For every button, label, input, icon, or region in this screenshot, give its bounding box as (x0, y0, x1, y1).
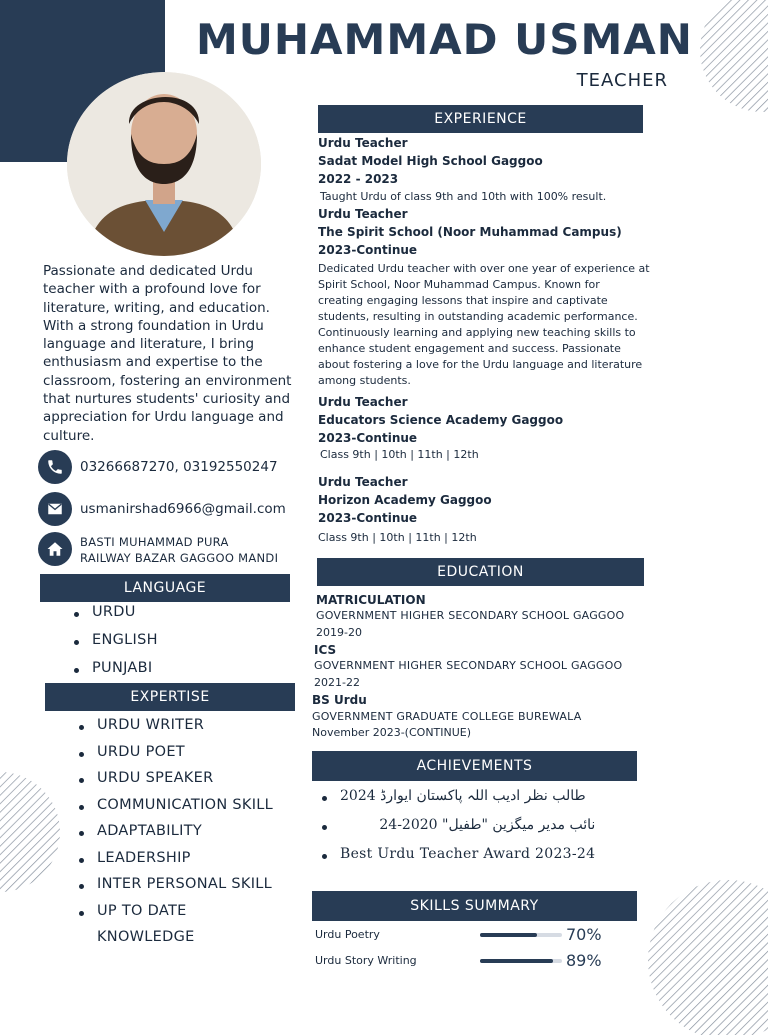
hatched-circle-top-right (690, 0, 768, 120)
list-item: نائب مدیر میگزین "طفیل" 2020-24 (318, 817, 595, 846)
desc-line: Spirit School, Noor Muhammad Campus. Known for (318, 278, 600, 291)
job-title: Urdu Teacher (318, 207, 408, 221)
desc-line: among students. (318, 374, 411, 387)
email-link[interactable]: usmanirshad6966@gmail.com (80, 501, 286, 517)
address-line-1: BASTI MUHAMMAD PURA (80, 535, 229, 549)
edu-year: November 2023-(CONTINUE) (312, 726, 472, 739)
job-org: Sadat Model High School Gaggoo (318, 154, 543, 168)
job-desc: Class 9th | 10th | 11th | 12th (320, 448, 479, 461)
phone-icon (38, 450, 72, 484)
desc-line: creating engaging lessons that inspire and captivate (318, 294, 608, 307)
desc-line: students, resulting in outstanding academic performance. (318, 310, 638, 323)
list-item: URDU SPEAKER (75, 770, 273, 797)
resume-name: MUHAMMAD USMAN (196, 15, 693, 64)
resume-role: TEACHER (576, 70, 668, 91)
skill-name: Urdu Poetry (315, 928, 380, 941)
skills-heading: SKILLS SUMMARY (312, 891, 637, 921)
list-item: UP TO DATE (75, 903, 273, 930)
language-list (70, 604, 158, 688)
expertise-heading: EXPERTISE (45, 683, 295, 711)
job-title: Urdu Teacher (318, 136, 408, 150)
list-item: URDU WRITER (75, 717, 273, 744)
skill-bar-track (480, 933, 562, 937)
job-org: The Spirit School (Noor Muhammad Campus) (318, 225, 622, 239)
list-item: LEADERSHIP (75, 850, 273, 877)
home-icon (38, 532, 72, 566)
job-desc: Taught Urdu of class 9th and 10th with 100% result. (320, 190, 607, 203)
skill-bar-fill (480, 933, 537, 937)
skill-percent: 70% (566, 925, 602, 944)
profile-photo (67, 72, 261, 256)
address-line-2: RAILWAY BAZAR GAGGOO MANDI (80, 551, 279, 565)
phone-link[interactable]: 03266687270, 03192550247 (80, 459, 278, 475)
list-item: URDU POET (75, 744, 273, 771)
hatched-circle-bottom-right (640, 875, 768, 1035)
experience-heading: EXPERIENCE (318, 105, 643, 133)
desc-line: Continuously learning and applying new teaching skills to (318, 326, 636, 339)
list-item: طالب نظر ادیب اللہ پاکستان ایوارڈ 2024 (318, 788, 595, 817)
edu-year: 2021-22 (314, 676, 360, 689)
person-portrait-icon (67, 72, 261, 256)
language-heading: LANGUAGE (40, 574, 290, 602)
skill-bar-track (480, 959, 562, 963)
edu-degree: ICS (314, 643, 337, 657)
list-item: ENGLISH (70, 632, 158, 660)
job-desc: Class 9th | 10th | 11th | 12th (318, 531, 477, 544)
about-paragraph: Passionate and dedicated Urdu teacher with a profound love for literature, writing, and education. With a strong foundation in Urdu language and literature, I bring enthusiasm and expertise to the classroom, fostering an environment that nurtures students' curiosity and appreciation for Urdu language and culture. (43, 263, 292, 444)
skill-percent: 89% (566, 951, 602, 970)
desc-line: enhance student engagement and success. Passionate (318, 342, 621, 355)
job-desc (318, 261, 650, 389)
job-period: 2023-Continue (318, 243, 418, 257)
list-item: PUNJABI (70, 660, 158, 688)
expertise-list (75, 717, 273, 956)
skill-name: Urdu Story Writing (315, 954, 417, 967)
job-org: Educators Science Academy Gaggoo (318, 413, 564, 427)
education-heading: EDUCATION (317, 558, 644, 586)
edu-school: GOVERNMENT HIGHER SECONDARY SCHOOL GAGGOO (316, 609, 625, 622)
desc-line: Dedicated Urdu teacher with over one year of experience at (318, 262, 650, 275)
list-item: INTER PERSONAL SKILL (75, 876, 273, 903)
job-period: 2023-Continue (318, 511, 418, 525)
job-title: Urdu Teacher (318, 395, 408, 409)
edu-degree: BS Urdu (312, 693, 367, 707)
edu-degree: MATRICULATION (316, 593, 426, 607)
list-item: ADAPTABILITY (75, 823, 273, 850)
list-item: URDU (70, 604, 158, 632)
hatched-circle-left (0, 770, 65, 895)
job-period: 2023-Continue (318, 431, 418, 445)
achievements-list (318, 788, 595, 875)
list-item: COMMUNICATION SKILL (75, 797, 273, 824)
edu-year: 2019-20 (316, 626, 362, 639)
edu-school: GOVERNMENT HIGHER SECONDARY SCHOOL GAGGOO (314, 659, 623, 672)
job-org: Horizon Academy Gaggoo (318, 493, 492, 507)
job-title: Urdu Teacher (318, 475, 408, 489)
job-period: 2022 - 2023 (318, 172, 399, 186)
desc-line: about fostering a love for the Urdu language and literature (318, 358, 643, 371)
skill-bar-fill (480, 959, 553, 963)
edu-school: GOVERNMENT GRADUATE COLLEGE BUREWALA (312, 710, 582, 723)
achievements-heading: ACHIEVEMENTS (312, 751, 637, 781)
list-item: Best Urdu Teacher Award 2023-24 (318, 846, 595, 875)
list-item-continuation: KNOWLEDGE (97, 929, 195, 945)
mail-icon (38, 492, 72, 526)
